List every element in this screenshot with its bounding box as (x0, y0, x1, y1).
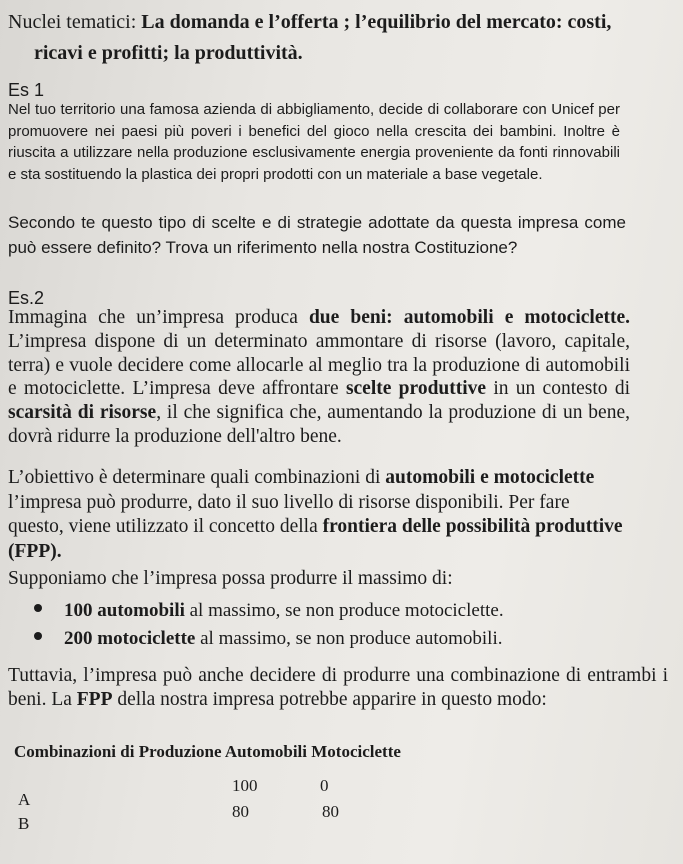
header-title-line1: La domanda e l’offerta ; l’equilibrio del mercato: costi, (141, 11, 612, 33)
table-row-b-auto: 80 (232, 802, 249, 821)
bullet-1-text: al massimo, se non produce motociclette. (184, 600, 504, 621)
es2-paragraph2 (8, 466, 630, 564)
es2-p1-bold-scarcity: scarsità di risorse (8, 402, 157, 424)
es2-paragraph4 (8, 664, 668, 712)
bullet-dot-icon (34, 632, 42, 640)
table-header-row (14, 742, 401, 762)
bullet-item-1 (34, 600, 504, 622)
es2-p4-text-c: della nostra impresa potrebbe apparire in questo modo: (112, 688, 547, 710)
es2-heading: Es.2 (8, 288, 45, 308)
es2-p1-text-e: in un contesto di (486, 378, 630, 400)
es2-p2-text-a: L’obiettivo è determinare quali combinazioni di (8, 467, 386, 488)
table-row-b-moto: 80 (322, 802, 339, 821)
bullet-2-bold: 200 motociclette (64, 628, 196, 649)
es2-p2-bold-fpp: frontiera delle possibilità produttive (FPP). (8, 516, 623, 562)
es2-p4-text-a: Tuttavia, l’impresa può anche decidere di produrre una combinazione di entrambi i beni. La (8, 665, 668, 710)
header-label: Nuclei tematici: (8, 11, 137, 33)
header-title-line2: ricavi e profitti; la produttività. (34, 42, 303, 64)
es2-p1-bold-goods: due beni: automobili e motociclette. (308, 307, 630, 328)
es2-p1-bold-choices: scelte produttive (345, 378, 487, 400)
es1-paragraph2: Secondo te questo tipo di scelte e di strategie adottate da questa impresa come può essere definito? Trova un riferimento nella nostra Costituzione? (8, 213, 626, 257)
es2-p2-bold-goods: automobili e motociclette (385, 467, 595, 488)
table-row-a-moto: 0 (320, 776, 329, 795)
es2-p1-text-g: , il che significa che, aumentando la produzione di un bene, dovrà ridurre la produzione dell'altro bene. (8, 402, 630, 447)
es1-heading: Es 1 (8, 80, 45, 100)
es2-p1-text-c: L’impresa dispone di un determinato ammontare di risorse (lavoro, capitale, terra) e vuole decidere come allocarle al meglio tra la produzione di automobili e motociclette. L’impresa deve affrontare (8, 330, 630, 400)
es2-paragraph1 (8, 306, 630, 449)
bullet-2-text: al massimo, se non produce automobili. (195, 628, 503, 649)
bullet-dot-icon (34, 604, 42, 612)
table-header-combinations: Combinazioni di Produzione (14, 742, 222, 761)
es2-p4-bold-fpp: FPP (76, 688, 113, 710)
table-header-automobili: Automobili (224, 742, 307, 761)
bullet-1-bold: 100 automobili (64, 600, 185, 621)
table-header-motociclette: Motociclette (311, 742, 401, 761)
header-line-1 (8, 10, 678, 34)
es2-paragraph3: Supponiamo che l’impresa possa produrre il massimo di: (8, 568, 453, 589)
bullet-item-2 (34, 628, 502, 650)
table-row-b-label: B (18, 814, 30, 833)
es2-p2-text-c: l’impresa può produrre, dato il suo livello di risorse disponibili. Per fare questo, viene utilizzato il concetto della (8, 491, 570, 537)
es1-paragraph1: Nel tuo territorio una famosa azienda di abbigliamento, decide di collaborare con Unicef per promuovere nei paesi più poveri i benefici del gioco nella crescita dei bambini. Inoltre è riuscita a utilizzare nella produzione esclusivamente energia proveniente da fonti rinnovabili e sta sostituendo la plastica dei propri prodotti con un materiale a base vegetale. (8, 101, 620, 183)
table-row-a-label: A (18, 790, 31, 809)
es2-p1-text-a: Immagina che un’impresa produca (8, 307, 309, 328)
table-row-a-auto: 100 (232, 776, 258, 795)
